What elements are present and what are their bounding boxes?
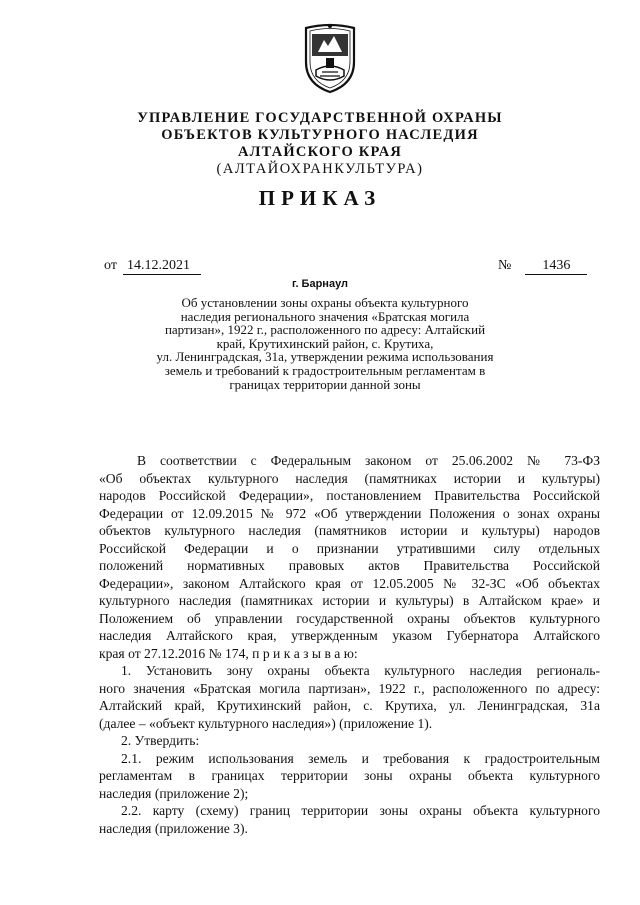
date-prefix: от <box>104 258 117 273</box>
subject-line: ул. Ленинградская, 31а, утверждении режима использования <box>156 349 494 365</box>
document-date: 14.12.2021 <box>123 258 201 275</box>
city-name: г. Барнаул <box>291 278 349 290</box>
body-line: Российской Федерации и о признании утратившими силу отдельных <box>99 540 600 556</box>
org-name-line3: АЛТАЙСКОГО КРАЯ <box>237 144 403 160</box>
document-number: 1436 <box>525 258 587 275</box>
number-block <box>498 258 587 275</box>
organization-header <box>0 110 640 178</box>
body-line: края от 27.12.2016 № 174, п р и к а з ы в а ю: <box>99 645 358 661</box>
subject-line: Об установлении зоны охраны объекта культурного <box>181 295 469 310</box>
date-block <box>104 258 201 275</box>
document-type-title: ПРИКАЗ <box>258 186 382 210</box>
body-line: культурного наследия (памятниках истории и культуры) в Алтайском крае» и <box>99 593 600 608</box>
body-line: «Об объектах культурного наследия (памятниках истории и культуры) <box>99 470 600 486</box>
altai-krai-coat-of-arms-icon <box>298 22 362 94</box>
subject-line: партизан», 1922 г., расположенного по адресу: Алтайский <box>164 322 486 338</box>
org-name-line2: ОБЪЕКТОВ КУЛЬТУРНОГО НАСЛЕДИЯ <box>161 127 479 143</box>
item-1-line: (далее – «объект культурного наследия») (приложение 1). <box>99 715 433 731</box>
body-line: положений нормативных правовых актов Правительства Российской <box>99 558 600 573</box>
item-2-1-line: наследия (приложение 2); <box>99 785 249 801</box>
body-line: Федерации от 12.09.2015 № 972 «Об утверждении Положения о зонах охраны <box>99 505 600 521</box>
subject-line: земель и требований к градостроительным регламентам в <box>164 362 486 378</box>
item-2-2-line: 2.2. карту (схему) границ территории зоны охраны объекта культурного <box>121 803 600 818</box>
org-name-line1: УПРАВЛЕНИЕ ГОСУДАРСТВЕННОЙ ОХРАНЫ <box>137 110 503 126</box>
subject-line: границах территории данной зоны <box>229 376 421 392</box>
subject-line: край, Крутихинский район, с. Крутиха, <box>216 335 434 351</box>
body-line: объектов культурного наследия (памятников истории и культуры) народов <box>99 523 600 538</box>
item-2-1-line: регламентам в границах территории зоны охраны объекта культурного <box>99 768 600 783</box>
body-line: наследия Алтайского края, утвержденным указом Губернатора Алтайского <box>99 628 600 643</box>
document-subject <box>150 296 500 391</box>
number-prefix: № <box>498 258 512 273</box>
body-line: В соответствии с Федеральным законом от 25.06.2002 № 73-ФЗ <box>137 453 600 468</box>
subject-line: наследия регионального значения «Братская могила <box>180 308 470 324</box>
item-2-2-line: наследия (приложение 3). <box>99 820 248 836</box>
item-1-line: 1. Установить зону охраны объекта культурного наследия региональ- <box>121 663 600 678</box>
body-line: Положением об управлении государственной охраны объектов культурного <box>99 610 600 626</box>
body-line: Федерации», законом Алтайского края от 12.05.2005 № 32-ЗС «Об объектах <box>99 575 600 591</box>
item-2-line: 2. Утвердить: <box>121 733 200 748</box>
item-1-line: ного значения «Братская могила партизан», 1922 г., расположенного по адресу: <box>99 680 600 696</box>
document-body <box>99 452 600 837</box>
body-line: народов Российской Федерации», постановлением Правительства Российской <box>99 488 600 503</box>
item-1-line: Алтайский край, Крутихинский район, с. Крутиха, ул. Ленинградская, 31а <box>99 698 600 713</box>
org-abbreviation: (АЛТАЙОХРАНКУЛЬТУРА) <box>216 161 424 177</box>
item-2-1-line: 2.1. режим использования земель и требования к градостроительным <box>121 750 600 766</box>
